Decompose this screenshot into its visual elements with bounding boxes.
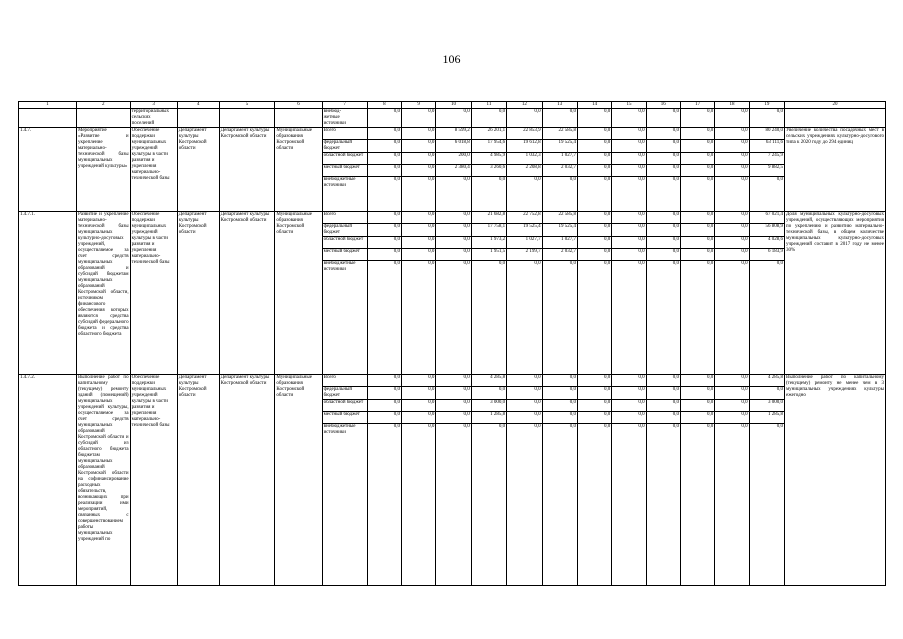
- funding-value: 0,0: [436, 177, 471, 212]
- funding-value: 0,0: [715, 400, 749, 412]
- funding-value: 3 000,0: [749, 400, 784, 412]
- funding-value: 0,0: [715, 375, 749, 387]
- table-row: [19, 212, 886, 224]
- funding-value: 1 285,8: [749, 412, 784, 424]
- funding-value: 0,0: [612, 412, 646, 424]
- expected-result: Выполнение работ по капитальному (текущему) ремонту не менее чем в 3 муниципальных учреждениях культуры ежегодно: [785, 375, 886, 586]
- funding-value: 0,0: [715, 224, 749, 237]
- funding-value: 0,0: [542, 424, 577, 586]
- funding-source: областной бюджет: [322, 400, 367, 412]
- funding-value: 0,0: [646, 212, 680, 224]
- funding-value: 0,0: [507, 387, 542, 400]
- funding-source: Всего: [322, 375, 367, 387]
- funding-value: 63 111,6: [749, 140, 784, 153]
- funding-value: 7 245,9: [749, 153, 784, 165]
- funding-value: 0,0: [436, 424, 471, 586]
- funding-value: 0,0: [577, 424, 611, 586]
- funding-value: 2 199,7: [507, 249, 542, 261]
- funding-value: 0,0: [471, 109, 506, 128]
- column-number: 10: [436, 102, 471, 109]
- funding-value: 0,0: [367, 177, 401, 212]
- funding-value: 0,0: [715, 212, 749, 224]
- column-number: 3: [130, 102, 177, 109]
- funding-value: 0,0: [436, 375, 471, 387]
- funding-value: 0,0: [577, 224, 611, 237]
- table-row: [19, 128, 886, 140]
- funding-value: 0,0: [680, 153, 714, 165]
- funding-value: 0,0: [402, 165, 436, 177]
- funding-source: внебюджетные источники: [322, 261, 367, 375]
- funding-source: федеральный бюджет: [322, 224, 367, 237]
- funding-value: 22 585,8: [542, 212, 577, 224]
- funding-value: 1 027,7: [507, 237, 542, 249]
- funding-value: 4 285,8: [749, 375, 784, 387]
- funding-value: 0,0: [680, 128, 714, 140]
- funding-value: 0,0: [436, 261, 471, 375]
- funding-value: 0,0: [577, 249, 611, 261]
- funding-value: 1 285,8: [471, 412, 506, 424]
- funding-value: 0,0: [577, 261, 611, 375]
- funding-value: 0,0: [680, 237, 714, 249]
- funding-value: 0,0: [507, 412, 542, 424]
- item-number: 1.4.7.1.: [19, 212, 77, 375]
- funding-value: 67 021,4: [749, 212, 784, 224]
- funding-value: 0,0: [577, 375, 611, 387]
- funding-value: 6 018,8: [436, 140, 471, 153]
- table-body: [19, 102, 886, 586]
- column-number: 5: [219, 102, 275, 109]
- empty-cell: [275, 109, 322, 128]
- column-number: 16: [646, 102, 680, 109]
- funding-value: 0,0: [367, 128, 401, 140]
- funding-value: 6 183,9: [749, 249, 784, 261]
- funding-value: 0,0: [577, 177, 611, 212]
- funding-value: 22 752,8: [507, 212, 542, 224]
- funding-value: 1 973,2: [471, 237, 506, 249]
- funding-value: 0,0: [542, 109, 577, 128]
- funding-value: 0,0: [471, 177, 506, 212]
- responsible-executor: Департамент культуры Костромской области: [177, 212, 219, 375]
- funding-value: 0,0: [367, 109, 401, 128]
- funding-value: 0,0: [402, 375, 436, 387]
- funding-value: 0,0: [680, 375, 714, 387]
- column-number: 12: [507, 102, 542, 109]
- funding-value: 0,0: [680, 412, 714, 424]
- funding-value: 0,0: [542, 375, 577, 387]
- funding-value: 0,0: [436, 387, 471, 400]
- column-number: 20: [785, 102, 886, 109]
- funding-value: 0,0: [715, 165, 749, 177]
- funding-value: 0,0: [367, 165, 401, 177]
- measure-name: Развитие и укрепление материально-технической базы муниципальных культурно-досуговых учреждений, осуществляемое за счет средств муниципальных образований и субсидий бюджетам муниципальных образований Костромской области, источником финансового обеспечения которых являются средства субсидий федерального бюджета и средства областного бюджета: [76, 212, 130, 375]
- funding-value: 0,0: [646, 375, 680, 387]
- funding-value: 0,0: [402, 387, 436, 400]
- funding-value: 0,0: [612, 109, 646, 128]
- measure-goal: Обеспечение поддержки муниципальных учреждений культуры в части развития и укрепления материально-технической базы: [130, 128, 177, 212]
- co-executor: Департамент культуры Костромской области: [219, 128, 275, 212]
- funding-value: 0,0: [646, 165, 680, 177]
- funding-value: 0,0: [402, 177, 436, 212]
- funding-value: 0,0: [612, 237, 646, 249]
- funding-value: 0,0: [715, 109, 749, 128]
- funding-value: 0,0: [507, 109, 542, 128]
- funding-value: 0,0: [646, 224, 680, 237]
- funding-value: 0,0: [507, 261, 542, 375]
- funding-value: 0,0: [715, 177, 749, 212]
- item-number: 1.4.7.2.: [19, 375, 77, 586]
- funding-value: 0,0: [577, 212, 611, 224]
- funding-value: 0,0: [367, 237, 401, 249]
- funding-value: 0,0: [749, 109, 784, 128]
- funding-value: 0,0: [612, 128, 646, 140]
- column-number: 18: [715, 102, 749, 109]
- funding-value: 0,0: [749, 387, 784, 400]
- funding-value: 17 954,6: [471, 140, 506, 153]
- funding-value: 0,0: [577, 109, 611, 128]
- funding-value: 0,0: [612, 177, 646, 212]
- funding-value: 80 240,0: [749, 128, 784, 140]
- funding-value: 0,0: [612, 261, 646, 375]
- funding-value: 22 585,8: [542, 128, 577, 140]
- funding-value: 0,0: [612, 212, 646, 224]
- funding-value: 0,0: [577, 153, 611, 165]
- funding-value: 4 028,6: [749, 237, 784, 249]
- funding-value: 22 853,9: [507, 128, 542, 140]
- measure-name: Выполнение работ по капитальному (текущему) ремонту зданий (помещений) муниципальных учреждений культуры, осуществляемое за счет средств муниципальных образований Костромской области и субсидий из областного бюджета бюджетам муниципальных образований Костромской области на софинансирование расходных обязательств, возникающих при реализации ими мероприятий, связанных с совершенствованием работы муниципальных учреждений по: [76, 375, 130, 586]
- funding-value: 0,0: [507, 400, 542, 412]
- column-number: 19: [749, 102, 784, 109]
- funding-value: 0,0: [436, 109, 471, 128]
- funding-value: 0,0: [577, 412, 611, 424]
- funding-value: 0,0: [680, 224, 714, 237]
- funding-value: 0,0: [402, 237, 436, 249]
- funding-value: 0,0: [367, 375, 401, 387]
- funding-source: внебюджетные источники: [322, 177, 367, 212]
- participants: Муниципальные образования Костромской области: [275, 375, 322, 586]
- funding-value: 0,0: [367, 412, 401, 424]
- funding-source: областной бюджет: [322, 237, 367, 249]
- funding-value: 200,0: [436, 153, 471, 165]
- funding-value: 0,0: [646, 261, 680, 375]
- measure-goal: Обеспечение поддержки муниципальных учреждений культуры в части развития и укрепления материально-технической базы: [130, 375, 177, 586]
- funding-value: 0,0: [646, 140, 680, 153]
- funding-value: 0,0: [612, 249, 646, 261]
- empty-cell: [19, 109, 77, 128]
- funding-value: 0,0: [612, 140, 646, 153]
- column-number: 14: [577, 102, 611, 109]
- funding-value: 1 027,7: [542, 153, 577, 165]
- continuation-participants: территориальных сельских поселений: [130, 109, 177, 128]
- funding-value: 0,0: [612, 424, 646, 586]
- funding-value: 4 985,9: [471, 153, 506, 165]
- funding-value: 0,0: [436, 212, 471, 224]
- expected-result: Увеличение количества посадочных мест в сельских учреждениях культурно-досугового типа к 2020 году до 294 единиц: [785, 128, 886, 212]
- empty-cell: [177, 109, 219, 128]
- funding-value: 0,0: [402, 424, 436, 586]
- funding-value: 0,0: [436, 400, 471, 412]
- funding-value: 19 525,4: [507, 224, 542, 237]
- responsible-executor: Департамент культуры Костромской области: [177, 128, 219, 212]
- funding-value: 0,0: [507, 375, 542, 387]
- funding-value: 0,0: [367, 140, 401, 153]
- funding-value: 0,0: [680, 212, 714, 224]
- funding-source: местный бюджет: [322, 412, 367, 424]
- column-number: 1: [19, 102, 77, 109]
- funding-value: 0,0: [646, 153, 680, 165]
- funding-value: 0,0: [367, 212, 401, 224]
- co-executor: Департамент культуры Костромской области: [219, 375, 275, 586]
- funding-value: 0,0: [542, 261, 577, 375]
- funding-source: федеральный бюджет: [322, 387, 367, 400]
- funding-value: 1 027,7: [542, 237, 577, 249]
- funding-value: 0,0: [680, 424, 714, 586]
- funding-value: 0,0: [367, 249, 401, 261]
- funding-value: 0,0: [402, 412, 436, 424]
- funding-value: 0,0: [507, 177, 542, 212]
- funding-value: 3 000,0: [471, 400, 506, 412]
- column-number: 6: [275, 102, 322, 109]
- funding-value: 0,0: [542, 177, 577, 212]
- funding-value: 0,0: [715, 412, 749, 424]
- funding-value: 56 808,9: [749, 224, 784, 237]
- funding-value: 0,0: [367, 387, 401, 400]
- funding-value: 0,0: [542, 400, 577, 412]
- measure-name: Мероприятие «Развитие и укрепление материально-технической базы муниципальных учреждений культуры»: [76, 128, 130, 212]
- funding-value: 0,0: [436, 412, 471, 424]
- empty-cell: [76, 109, 130, 128]
- funding-value: 0,0: [507, 424, 542, 586]
- funding-value: 0,0: [715, 424, 749, 586]
- column-number: 17: [680, 102, 714, 109]
- co-executor: Департамент культуры Костромской области: [219, 212, 275, 375]
- funding-value: 0,0: [646, 387, 680, 400]
- table-row: [19, 375, 886, 387]
- funding-source: внебюджетные источники: [322, 424, 367, 586]
- funding-value: 0,0: [749, 424, 784, 586]
- column-number: 13: [542, 102, 577, 109]
- funding-value: 0,0: [680, 387, 714, 400]
- funding-value: 0,0: [612, 375, 646, 387]
- funding-value: 0,0: [471, 424, 506, 586]
- funding-value: 0,0: [646, 424, 680, 586]
- funding-value: 1 032,3: [507, 153, 542, 165]
- funding-value: 9 882,5: [749, 165, 784, 177]
- funding-value: 19 525,4: [542, 140, 577, 153]
- funding-value: 0,0: [715, 128, 749, 140]
- funding-value: 0,0: [715, 387, 749, 400]
- funding-value: 0,0: [402, 249, 436, 261]
- column-number: 11: [471, 102, 506, 109]
- funding-value: 0,0: [646, 249, 680, 261]
- funding-value: 0,0: [646, 400, 680, 412]
- funding-value: 0,0: [436, 237, 471, 249]
- responsible-executor: Департамент культуры Костромской области: [177, 375, 219, 586]
- funding-value: 0,0: [646, 412, 680, 424]
- column-number: 9: [402, 102, 436, 109]
- funding-source: внебюд- жетные источники: [322, 109, 367, 128]
- funding-value: 26 201,1: [471, 128, 506, 140]
- page-number: 106: [442, 52, 461, 66]
- funding-value: 0,0: [646, 177, 680, 212]
- funding-value: 0,0: [749, 261, 784, 375]
- funding-value: 0,0: [715, 140, 749, 153]
- funding-value: 0,0: [367, 424, 401, 586]
- column-number-row: [19, 102, 886, 109]
- funding-value: 0,0: [367, 261, 401, 375]
- funding-value: 0,0: [680, 140, 714, 153]
- funding-value: 3 260,6: [471, 165, 506, 177]
- funding-source: Всего: [322, 212, 367, 224]
- expected-result: Доля муниципальных культурно-досуговых учреждений, осуществляющих мероприятия по укреплению и развитию материально-технической базы, в общем количестве муниципальных культурно-досуговых учреждений составит в 2017 году не менее 30%: [785, 212, 886, 375]
- funding-value: 0,0: [612, 400, 646, 412]
- column-number: 4: [177, 102, 219, 109]
- funding-value: 0,0: [646, 109, 680, 128]
- empty-cell: [785, 109, 886, 128]
- funding-value: 0,0: [542, 387, 577, 400]
- participants: Муниципальные образования Костромской области: [275, 128, 322, 212]
- funding-value: 0,0: [471, 387, 506, 400]
- budget-table: [18, 101, 886, 586]
- funding-value: 0,0: [680, 109, 714, 128]
- funding-value: 0,0: [367, 400, 401, 412]
- funding-value: 2 208,8: [507, 165, 542, 177]
- funding-value: 0,0: [577, 237, 611, 249]
- funding-value: 19 612,8: [507, 140, 542, 153]
- funding-value: 2 380,4: [436, 165, 471, 177]
- participants: Муниципальные образования Костромской области: [275, 212, 322, 375]
- funding-value: 0,0: [471, 261, 506, 375]
- funding-value: 0,0: [715, 153, 749, 165]
- funding-value: 19 525,4: [542, 224, 577, 237]
- funding-value: 0,0: [402, 400, 436, 412]
- funding-value: 2 032,7: [542, 165, 577, 177]
- column-number: 8: [367, 102, 401, 109]
- funding-value: 0,0: [680, 261, 714, 375]
- funding-value: 17 758,1: [471, 224, 506, 237]
- funding-value: 0,0: [367, 153, 401, 165]
- funding-value: 21 682,8: [471, 212, 506, 224]
- column-number: 7: [322, 102, 367, 109]
- funding-source: федеральный бюджет: [322, 140, 367, 153]
- funding-value: 0,0: [680, 400, 714, 412]
- funding-value: 0,0: [646, 128, 680, 140]
- funding-value: 0,0: [577, 140, 611, 153]
- funding-value: 0,0: [612, 387, 646, 400]
- column-number: 15: [612, 102, 646, 109]
- funding-value: 0,0: [436, 249, 471, 261]
- funding-value: 0,0: [749, 177, 784, 212]
- funding-source: Всего: [322, 128, 367, 140]
- funding-value: 0,0: [612, 224, 646, 237]
- funding-source: местный бюджет: [322, 249, 367, 261]
- funding-value: 0,0: [542, 412, 577, 424]
- funding-value: 0,0: [646, 237, 680, 249]
- funding-value: 0,0: [680, 165, 714, 177]
- funding-value: 0,0: [612, 165, 646, 177]
- funding-value: 8 599,2: [436, 128, 471, 140]
- funding-value: 1 951,5: [471, 249, 506, 261]
- funding-value: 0,0: [402, 140, 436, 153]
- funding-value: 0,0: [715, 249, 749, 261]
- funding-value: 0,0: [402, 109, 436, 128]
- funding-value: 2 032,7: [542, 249, 577, 261]
- funding-value: 0,0: [402, 153, 436, 165]
- funding-source: местный бюджет: [322, 165, 367, 177]
- funding-value: 0,0: [715, 261, 749, 375]
- funding-value: 0,0: [402, 212, 436, 224]
- funding-value: 0,0: [577, 165, 611, 177]
- column-number: 2: [76, 102, 130, 109]
- funding-value: 0,0: [436, 224, 471, 237]
- funding-value: 0,0: [402, 128, 436, 140]
- empty-cell: [219, 109, 275, 128]
- funding-value: 0,0: [612, 153, 646, 165]
- funding-source: областной бюджет: [322, 153, 367, 165]
- funding-value: 0,0: [680, 177, 714, 212]
- measure-goal: Обеспечение поддержки муниципальных учреждений культуры в части развития и укрепления материально-технической базы: [130, 212, 177, 375]
- funding-value: 0,0: [367, 224, 401, 237]
- funding-value: 0,0: [577, 128, 611, 140]
- funding-value: 0,0: [577, 400, 611, 412]
- funding-value: 0,0: [402, 224, 436, 237]
- funding-value: 0,0: [402, 261, 436, 375]
- item-number: 1.4.7.: [19, 128, 77, 212]
- funding-value: 4 285,8: [471, 375, 506, 387]
- funding-value: 0,0: [577, 387, 611, 400]
- funding-value: 0,0: [680, 249, 714, 261]
- continuation-row: [19, 109, 886, 128]
- funding-value: 0,0: [715, 237, 749, 249]
